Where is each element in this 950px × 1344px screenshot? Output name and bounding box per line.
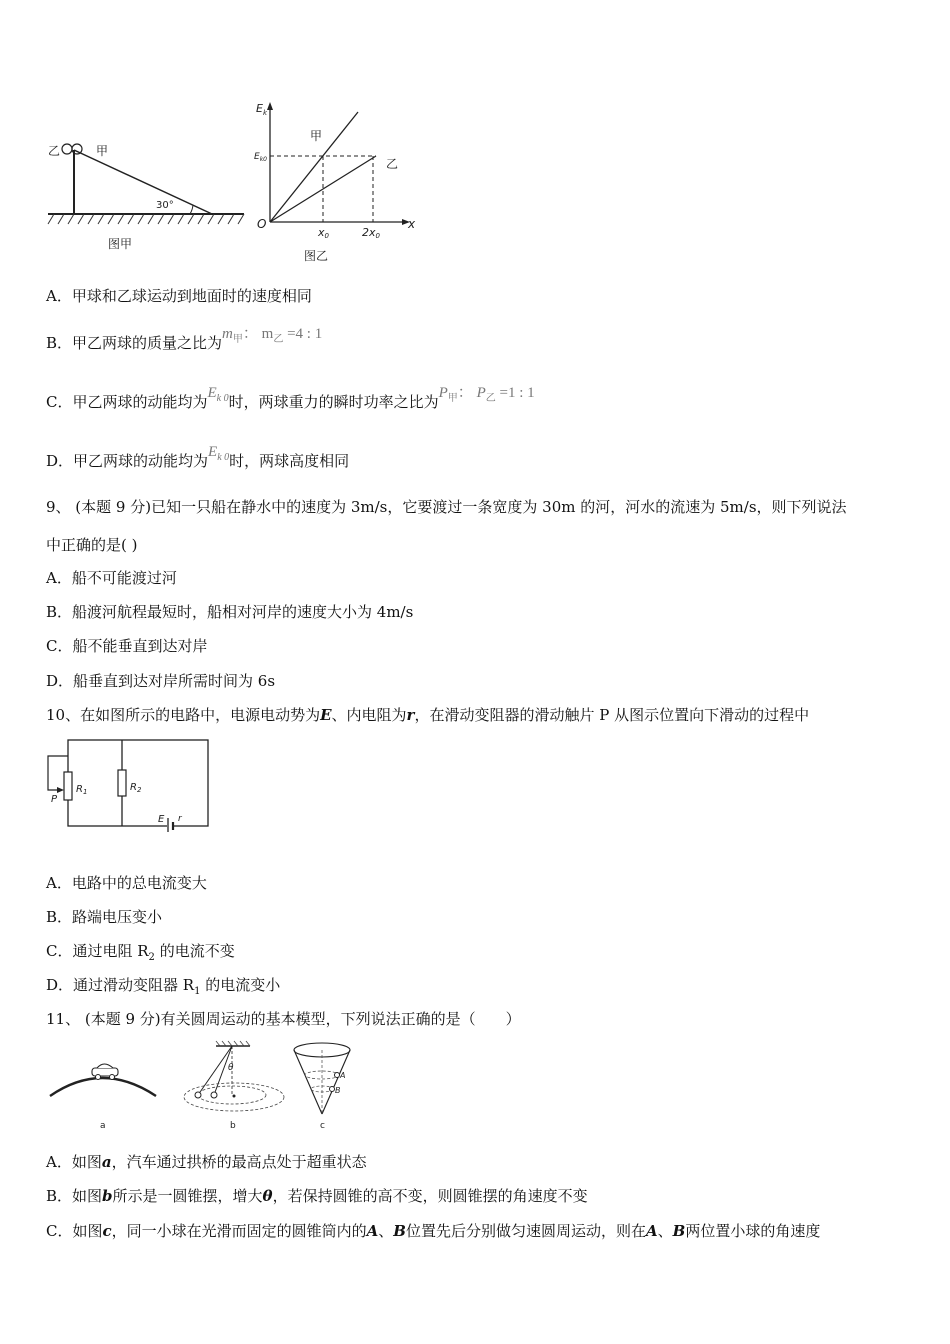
caption-jia: 图甲 [108,237,133,251]
svg-text:R1 [76,784,87,796]
q9-option-c: C．船不能垂直到达对岸 [46,637,208,655]
q10-option-d: D．通过滑动变阻器 $R_1$ 的电流变小 [46,976,281,997]
x0-sub: 0 [324,232,329,240]
fig-A-label: A [340,1071,346,1080]
svg-text:x0 [317,226,330,240]
r2-sub: 2 [136,786,142,794]
ek0-formula: $E_{k 0}$ [207,385,229,404]
figure-11-models [44,1040,364,1136]
caption-yi: 图乙 [304,249,329,263]
svg-text:R2 [130,782,142,794]
q8-option-c: C．甲乙两球的动能均为$E_{k 0}$时，两球重力的瞬时功率之比为$P_甲$： $P_乙 =1$ : 1 [46,385,535,411]
q10-stem: 10、在如图所示的电路中，电源电动势为E、内电阻为r，在滑动变阻器的滑动触片 P 从图示位置向下滑动的过程中 [46,706,810,724]
label-jia: 甲 [96,144,109,158]
q11-option-c: C．如图c，同一小球在光滑而固定的圆锥筒内的A、B位置先后分别做匀速圆周运动，则在A、B两位置小球的角速度 [46,1222,821,1240]
power-ratio-formula: $P_甲$： $P_乙 =1$ : 1 [438,385,535,404]
figure-8-yi [248,100,424,266]
q11-option-b: B．如图b所示是一圆锥摆，增大θ，若保持圆锥的高不变，则圆锥摆的角速度不变 [46,1187,588,1205]
axis-y-sub: k [262,109,268,117]
q8-option-b: B．甲乙两球的质量之比为$m_甲$： $m_乙 =4$ : 1 [46,326,323,352]
e-label: E [158,814,165,825]
figure-8-jia [44,136,250,254]
2x0-sub: 0 [375,232,380,240]
r1-label: R [76,784,83,795]
q9-option-b: B．船渡河航程最短时，船相对河岸的速度大小为 4m/s [46,603,414,621]
figure-10-circuit [40,734,214,832]
line-yi-label: 乙 [386,157,399,171]
origin-label: O [257,217,267,231]
fig-b-label: b [230,1121,236,1131]
axis-x-label: x [408,217,416,231]
axis-y-label: E [256,102,263,115]
p-label: P [51,794,58,805]
q8-option-d: D．甲乙两球的动能均为$E_{k 0}$时，两球高度相同 [46,444,350,470]
q9-option-d: D．船垂直到达对岸所需时间为 6s [46,672,276,690]
fig-B-label: B [335,1086,341,1095]
q10-option-b: B．路端电压变小 [46,908,163,926]
2x0-label: 2x [362,226,376,239]
line-jia-label: 甲 [310,129,323,143]
r1-sub: 1 [82,788,88,796]
q10-option-c: C．通过电阻 $R_2$ 的电流不变 [46,942,235,963]
fig-a-label: a [100,1121,106,1131]
fig-c-label: c [320,1121,325,1131]
x0-label: x [318,226,325,239]
q9-stem-line1: 9、 (本题 9 分)已知一只船在静水中的速度为 3m/s，它要渡过一条宽度为 30m 的河，河水的流速为 5m/s，则下列说法 [46,498,847,516]
r2-label: R [130,782,137,793]
mass-ratio-formula: $m_甲$： $m_乙 =4$ : 1 [222,326,323,345]
q8-option-a: A．甲球和乙球运动到地面时的速度相同 [46,287,312,305]
q11-stem: 11、 (本题 9 分)有关圆周运动的基本模型，下列说法正确的是（ ） [46,1010,521,1028]
q9-option-a: A．船不可能渡过河 [46,569,177,587]
ek0-sub: k0 [259,156,267,163]
angle-label: 30° [156,200,174,211]
label-yi: 乙 [48,144,61,158]
fig-theta-label: θ [228,1063,234,1073]
svg-text:2x0 [362,226,381,240]
r-label: r [178,814,182,824]
q11-option-a: A．如图a，汽车通过拱桥的最高点处于超重状态 [46,1153,367,1171]
ek0-formula-d: $E_{k 0}$ [208,444,230,463]
svg-text:Ek [256,102,268,117]
ek0-label: E [254,152,260,162]
q10-option-a: A．电路中的总电流变大 [46,874,207,892]
q9-stem-line2: 中正确的是( ) [46,536,138,554]
svg-text:Ek0 [254,152,267,163]
